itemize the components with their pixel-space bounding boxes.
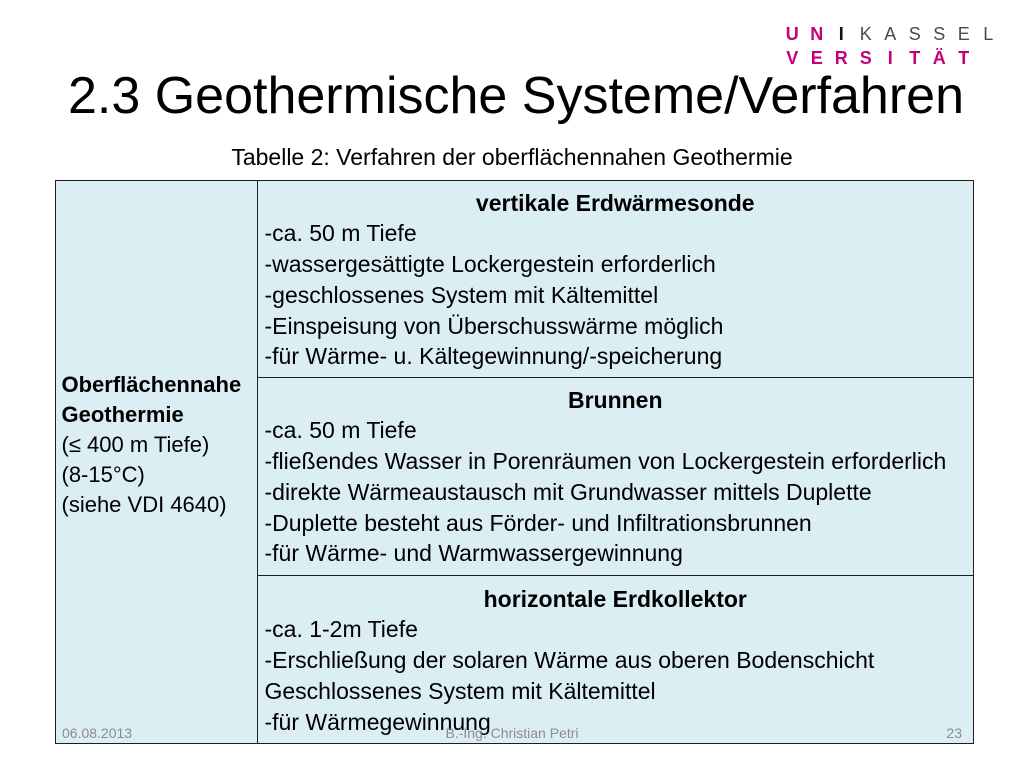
- method-cell-horizontal-collector: [257, 575, 974, 744]
- logo-line-1: [780, 25, 1001, 43]
- logo-letter: K: [859, 23, 872, 44]
- logo-letter: S: [933, 23, 946, 44]
- method-heading: vertikale Erdwärmesonde: [475, 189, 755, 216]
- footer-date: 06.08.2013: [62, 725, 133, 741]
- logo-letter: Ä: [932, 47, 946, 68]
- method-item: -für Wärme- und Warmwassergewinnung: [264, 540, 683, 567]
- footer-author: B.-Ing. Christian Petri: [445, 725, 579, 741]
- logo-letter: S: [859, 47, 872, 68]
- category-title-line: Geothermie: [61, 401, 184, 427]
- method-cell-vertical-ground-probe: [257, 180, 974, 379]
- method-cell-well: [257, 377, 974, 577]
- logo-line-2: [780, 49, 1001, 67]
- method-item: -Duplette besteht aus Förder- und Infiltrationsbrunnen: [264, 509, 812, 536]
- category-cell: [55, 180, 259, 744]
- method-item: -geschlossenes System mit Kältemittel: [264, 281, 659, 308]
- logo-letter: E: [957, 23, 970, 44]
- logo-letter: S: [908, 23, 921, 44]
- slide-title: 2.3 Geothermische Systeme/Verfahren: [68, 67, 965, 125]
- logo-letter: I: [838, 23, 844, 44]
- logo-letter: E: [810, 47, 823, 68]
- category-detail-line: (≤ 400 m Tiefe): [61, 431, 210, 457]
- table-caption: Tabelle 2: Verfahren der oberflächennahen Geothermie: [231, 144, 793, 170]
- method-item: -ca. 50 m Tiefe: [264, 417, 417, 444]
- method-item: -wassergesättigte Lockergestein erforderlich: [264, 251, 716, 278]
- method-item: -fließendes Wasser in Porenräumen von Lockergestein erforderlich: [264, 448, 947, 475]
- logo-letter: A: [884, 23, 897, 44]
- method-heading: Brunnen: [567, 386, 663, 413]
- method-item: -ca. 50 m Tiefe: [264, 220, 417, 247]
- logo-letter: I: [887, 47, 893, 68]
- method-item: Geschlossenes System mit Kältemittel: [264, 677, 656, 704]
- logo-letter: V: [786, 47, 799, 68]
- method-heading: horizontale Erdkollektor: [483, 585, 747, 612]
- method-item: -Einspeisung von Überschusswärme möglich: [264, 312, 724, 339]
- logo-letter: R: [834, 47, 848, 68]
- slide-number: 23: [946, 725, 962, 741]
- method-item: -Erschließung der solaren Wärme aus oberen Bodenschicht: [264, 647, 875, 674]
- logo-letter: L: [983, 23, 994, 44]
- method-item: -für Wärme- u. Kältegewinnung/-speicherung: [264, 343, 723, 370]
- logo-letter: T: [909, 47, 921, 68]
- category-detail-line: (8-15°C): [61, 461, 145, 487]
- logo-letter: U: [785, 23, 799, 44]
- logo-letter: N: [810, 23, 824, 44]
- method-item: -für Wärmegewinnung: [264, 708, 491, 735]
- category-title-line: Oberflächennahe: [61, 371, 242, 397]
- logo-letter: T: [958, 47, 970, 68]
- category-detail-line: (siehe VDI 4640): [61, 491, 227, 517]
- method-item: -direkte Wärmeaustausch mit Grundwasser mittels Duplette: [264, 478, 872, 505]
- method-item: -ca. 1-2m Tiefe: [264, 616, 418, 643]
